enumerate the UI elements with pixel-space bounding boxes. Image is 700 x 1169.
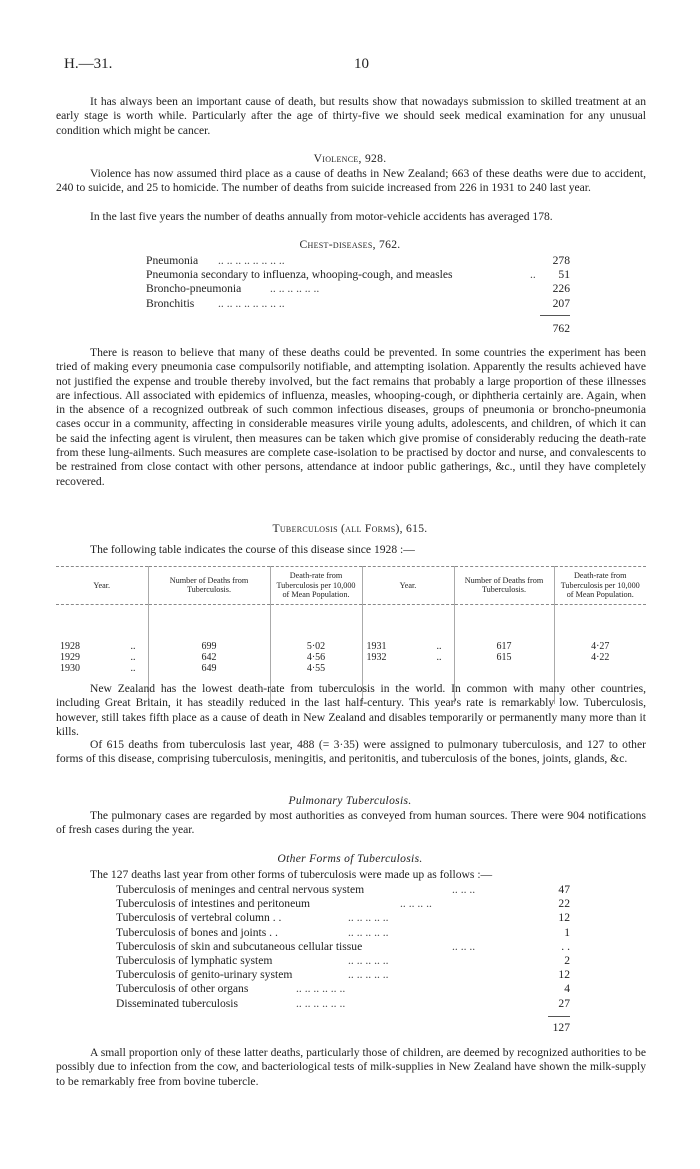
tuberculosis-heading: Tuberculosis (all Forms), 615. [272,522,428,535]
column-header-deaths: Number of Deaths from Tuberculosis. [148,567,270,605]
pulmonary-heading: Pulmonary Tuberculosis. [288,794,412,807]
column-header-rate: Death-rate from Tuberculosis per 10,000 of Mean Population. [270,567,362,605]
deaths-cell: 699 [148,641,270,652]
pulmonary-paragraph: The pulmonary cases are regarded by most authorities as conveyed from human sources. There were 904 notifications of fresh cases during the year. [56,809,646,837]
year-cell: 1929 [60,651,80,663]
year-cell: 1930 [60,662,80,674]
chest-diseases-paragraph: There is reason to believe that many of these deaths could be prevented. In some countries the experiment has been tried of making every pneumonia case compulsorily notifiable, and attempting isolation. Apparently the results achieved have not justified the expense and trouble thereby involved, but the fact remains that probably a large proportion of these illnesses are infectious. All associated with epidemics of influenza, measles, whooping-cough, or diphtheria certainly are. Again, when in the absence of a recognized outbreak of such common infectious diseases, groups of pneumonia or broncho-pneumonia cases occur in a community, affecting in considerable measures virile young adults, adolescents, and children, of which it can be said the infecting agent is virulent, then measures can be taken which give promise of considerably reducing the death-rate from these lung-ailments. Such measures are complete case-isolation to be practised by doctor and nurse, and convalescents to be restrained from close contact with other persons, attendance at indoor public gatherings, &c., until they have completely recovered. [56,346,646,488]
other-forms-heading: Other Forms of Tuberculosis. [277,852,423,865]
chest-diseases-list [146,254,570,311]
violence-paragraph-1: Violence has now assumed third place as a cause of deaths in New Zealand; 663 of these deaths were due to accident, 240 to suicide, and 25 to homicide. The number of deaths from suicide increased from 226 in 1931 to 240 last year. [56,167,646,195]
column-header-year: Year. [362,567,454,605]
list-item: Tuberculosis of genito-urinary system .. .. .. .. .. 12 [116,968,570,982]
rate-cell: 5·02 [270,641,362,652]
list-item: Pneumonia secondary to influenza, whooping-cough, and measles .. 51 [146,268,570,282]
violence-heading: Violence, 928. [313,152,387,165]
tuberculosis-paragraph-2: Of 615 deaths from tuberculosis last year, 488 (= 3·35) were assigned to pulmonary tuberculosis, and 127 to other forms of this disease, comprising tuberculosis, meningitis, and peritonitis, and tuberculosis of the bones, joints, glands, &c. [56,738,646,766]
list-item: Tuberculosis of lymphatic system .. .. .. .. .. 2 [116,953,570,967]
table-row: 1928 .. 699 5·02 1931 .. 617 4·27 [56,641,646,652]
total-rule [540,315,570,316]
list-item: Bronchitis .. .. .. .. .. .. .. .. 207 [146,296,570,310]
closing-paragraph: A small proportion only of these latter deaths, particularly those of children, are deemed by recognized authorities to be possibly due to infection from the cow, and bacteriological tests of milk-supplies in New Zealand have shown the milk-supply to be remarkably free from bovine tubercle. [56,1046,646,1088]
chest-diseases-total: 762 [552,322,570,335]
other-forms-total: 127 [552,1021,570,1034]
column-header-deaths: Number of Deaths from Tuberculosis. [454,567,554,605]
page-number: 10 [354,56,369,72]
table-row: 1929 .. 642 4·56 1932 .. 615 4·22 [56,652,646,663]
table-row: 1930 .. 649 4·55 [56,663,646,674]
rate-cell: 4·22 [554,652,646,663]
rate-cell: 4·55 [270,663,362,674]
year-cell: 1932 [366,651,387,663]
column-header-year: Year. [56,567,148,605]
year-cell: 1928 [60,640,80,652]
column-header-rate: Death-rate from Tuberculosis per 10,000 of Mean Population. [554,567,646,605]
rate-cell: 4·27 [554,641,646,652]
other-forms-intro: The 127 deaths last year from other forms of tuberculosis were made up as follows :— [90,868,493,881]
deaths-cell: 617 [454,641,554,652]
list-item: Tuberculosis of intestines and peritoneum .. .. .. .. 22 [116,897,570,911]
chest-diseases-heading: Chest-diseases, 762. [299,238,401,251]
total-rule [548,1016,570,1017]
intro-paragraph: It has always been an important cause of death, but results show that nowadays submission to skilled treatment at an early stage is worth while. Particularly after the age of thirty-five we should seek medical examination for any unusual condition which might be cancer. [56,95,646,137]
list-item: Tuberculosis of skin and subcutaneous cellular tissue .. .. .. . . [116,939,570,953]
list-item: Tuberculosis of other organs .. .. .. .. .. .. 4 [116,982,570,996]
tuberculosis-table-intro: The following table indicates the course of this disease since 1928 :— [90,543,415,556]
table-header-row [56,567,646,605]
list-item: Pneumonia .. .. .. .. .. .. .. .. 278 [146,254,570,267]
violence-paragraph-2: In the last five years the number of deaths annually from motor-vehicle accidents has averaged 178. [90,210,553,223]
list-item: Disseminated tuberculosis .. .. .. .. .. .. 27 [116,996,570,1010]
document-reference: H.—31. [64,56,113,72]
list-item: Tuberculosis of meninges and central nervous system .. .. .. 47 [116,883,570,896]
tuberculosis-paragraph-1: New Zealand has the lowest death-rate from tuberculosis in the world. In common with many other countries, including Great Britain, it has steadily reduced in the last half-century. This year's rate is remarkably low. Tuberculosis, however, still takes fifth place as a cause of death in New Zealand and disables temporarily or permanently many more than it kills. [56,682,646,738]
list-item: Tuberculosis of bones and joints . . .. .. .. .. .. 1 [116,925,570,939]
deaths-cell: 649 [148,663,270,674]
list-item: Broncho-pneumonia .. .. .. .. .. .. 226 [146,282,570,296]
year-cell: 1931 [366,640,387,652]
deaths-cell: 642 [148,652,270,663]
list-item: Tuberculosis of vertebral column . . .. .. .. .. .. 12 [116,911,570,925]
other-forms-list [116,883,570,1011]
rate-cell: 4·56 [270,652,362,663]
deaths-cell: 615 [454,652,554,663]
